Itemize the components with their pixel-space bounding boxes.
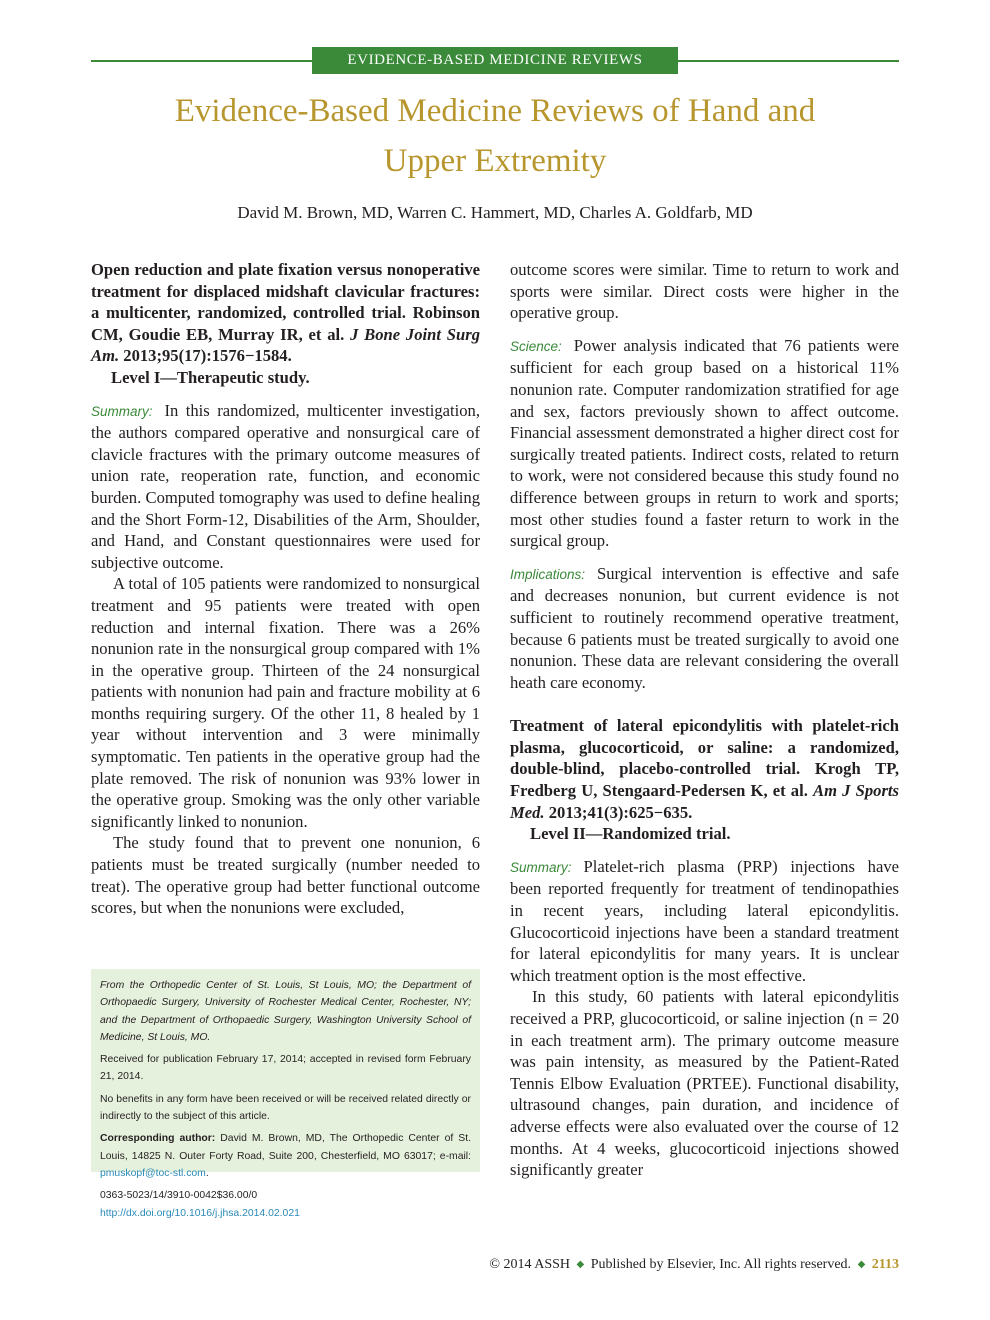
- benefits-statement: No benefits in any form have been received or will be received related directly or indirectly to the subject of this article.: [100, 1093, 471, 1123]
- issn: 0363-5023/14/3910-0042$36.00/0: [100, 1190, 258, 1202]
- diamond-separator-icon: ◆: [857, 1259, 866, 1270]
- email-link[interactable]: pmuskopf@toc-stl.com: [100, 1167, 206, 1179]
- article1-heading: Open reduction and plate fixation versus nonoperative treatment for displaced midshaft clavicular fractures: a multicenter, randomized, controlled trial. Robinson CM, Goudie EB, Murray IR, et al. J Bone Joint Surg Am. 2013;95(17):1576−1584.: [91, 260, 480, 366]
- article2-citation: 2013;41(3):625−635.: [548, 802, 693, 822]
- summary-label: Summary:: [510, 859, 572, 875]
- implications-label: Implications:: [510, 566, 586, 582]
- article-info-box: [91, 969, 480, 1219]
- science-label: Science:: [510, 338, 562, 354]
- article1-paragraph-2: A total of 105 patients were randomized to nonsurgical treatment and 95 patients were treated with open reduction and internal fixation. There was a 26% nonunion rate in the nonsurgical group compared with 1% in the operative group. Thirteen of the 24 nonsurgical patients with nonunion had pain and fracture mobility at 6 months requiring surgery. Of the other 11, 8 healed by 1 year without intervention and 3 were minimally symptomatic. Ten patients in the operative group had the plate removed. The risk of nonunion was 93% lower in the operative group. Smoking was the only other variable significantly linked to nonunion.: [91, 574, 480, 831]
- page-title: [120, 86, 870, 186]
- left-column: [91, 259, 480, 919]
- article1-implications: Implications: Surgical intervention is effective and safe and decreases nonunion, but current evidence is not sufficient to routinely recommend operative treatment, because 6 patients must be treated surgically to avoid one nonunion. These data are relevant considering the overall heath care economy.: [510, 563, 899, 692]
- received-dates: Received for publication February 17, 2014; accepted in revised form February 21, 2014.: [100, 1054, 471, 1083]
- right-column: [510, 259, 899, 1181]
- publisher: Published by Elsevier, Inc. All rights reserved.: [590, 1257, 852, 1272]
- page-footer: [489, 1257, 899, 1273]
- article2-journal: Am J Sports Med.: [510, 781, 899, 822]
- article1-science: Science: Power analysis indicated that 76 patients were sufficient for each group based on a historical 11% nonunion rate. Computer randomization stratified for age and sex, factors previously shown to affect outcome. Financial assessment demonstrated a higher direct cost for surgically treated patients. Indirect costs, related to return to work, were not considered because this study found no difference between groups in return to work and sports; most other studies found a faster return to work in the surgical group.: [510, 335, 899, 551]
- article2-paragraph-2: In this study, 60 patients with lateral epicondylitis received a PRP, glucocorticoid, or saline injection (n = 20 in each treatment arm). The primary outcome measure was pain intensity, as measured by the Patient-Rated Tennis Elbow Evaluation (PRTEE). Functional disability, ultrasound changes, pain duration, and incidence of adverse effects were also evaluated over the course of 12 months. At 4 weeks, glucocorticoid injections showed significantly greater: [510, 987, 899, 1180]
- article1-summary: Summary: In this randomized, multicenter investigation, the authors compared operative and nonsurgical care of clavicle fractures with the primary outcome measures of union rate, reoperation rate, function, and economic burden. Computed tomography was used to define healing and the Short Form-12, Disabilities of the Arm, Shoulder, and Hand, and Constant questionnaires were used for subjective outcome.: [91, 400, 480, 572]
- title-line-2: Upper Extremity: [383, 143, 607, 179]
- affiliation: From the Orthopedic Center of St. Louis, St Louis, MO; the Department of Orthopaedic Surgery, University of Rochester Medical Center, Rochester, NY; and the Department of Orthopaedic Surgery, Washington University School of Medicine, St Louis, MO.: [100, 980, 471, 1043]
- article1-paragraph-3-continued: outcome scores were similar. Time to return to work and sports were similar. Direct costs were higher in the operative group.: [510, 260, 899, 323]
- article1-level: Level I—Therapeutic study.: [111, 367, 310, 387]
- article1-journal: J Bone Joint Surg Am.: [91, 324, 480, 366]
- title-line-1: Evidence-Based Medicine Reviews of Hand and: [174, 93, 816, 129]
- doi-link[interactable]: http://dx.doi.org/10.1016/j.jhsa.2014.02.021: [100, 1207, 300, 1219]
- corresponding-author: Corresponding author: David M. Brown, MD, The Orthopedic Center of St. Louis, 14825 N. Outer Forty Road, Suite 200, Chesterfield, MO 63017; e-mail: pmuskopf@toc-stl.com.: [100, 1133, 471, 1179]
- diamond-separator-icon: ◆: [576, 1259, 585, 1270]
- article1-paragraph-3: The study found that to prevent one nonunion, 6 patients must be treated surgically (number needed to treat). The operative group had better functional outcome scores, but when the nonunions were excluded,: [91, 833, 480, 918]
- article2-heading: Treatment of lateral epicondylitis with platelet-rich plasma, glucocorticoid, or saline: a randomized, double-blind, placebo-controlled trial. Krogh TP, Fredberg U, Stengaard-Pedersen K, et al. Am J Sports Med. 2013;41(3):625−635.: [510, 716, 899, 822]
- article2-summary: Summary: Platelet-rich plasma (PRP) injections have been reported frequently for treatment of tendinopathies in recent years, including lateral epicondylitis. Glucocorticoid injections have been a standard treatment for lateral epicondylitis for many years. It is unclear which treatment option is the most effective.: [510, 856, 899, 985]
- section-label: EVIDENCE-BASED MEDICINE REVIEWS: [312, 47, 678, 74]
- article1-citation: 2013;95(17):1576−1584.: [123, 346, 292, 366]
- copyright: © 2014 ASSH: [489, 1257, 571, 1272]
- article2-level: Level II—Randomized trial.: [530, 824, 731, 844]
- summary-label: Summary:: [91, 403, 153, 419]
- author-list: David M. Brown, MD, Warren C. Hammert, MD, Charles A. Goldfarb, MD: [237, 203, 753, 222]
- page-number: 2113: [871, 1257, 899, 1272]
